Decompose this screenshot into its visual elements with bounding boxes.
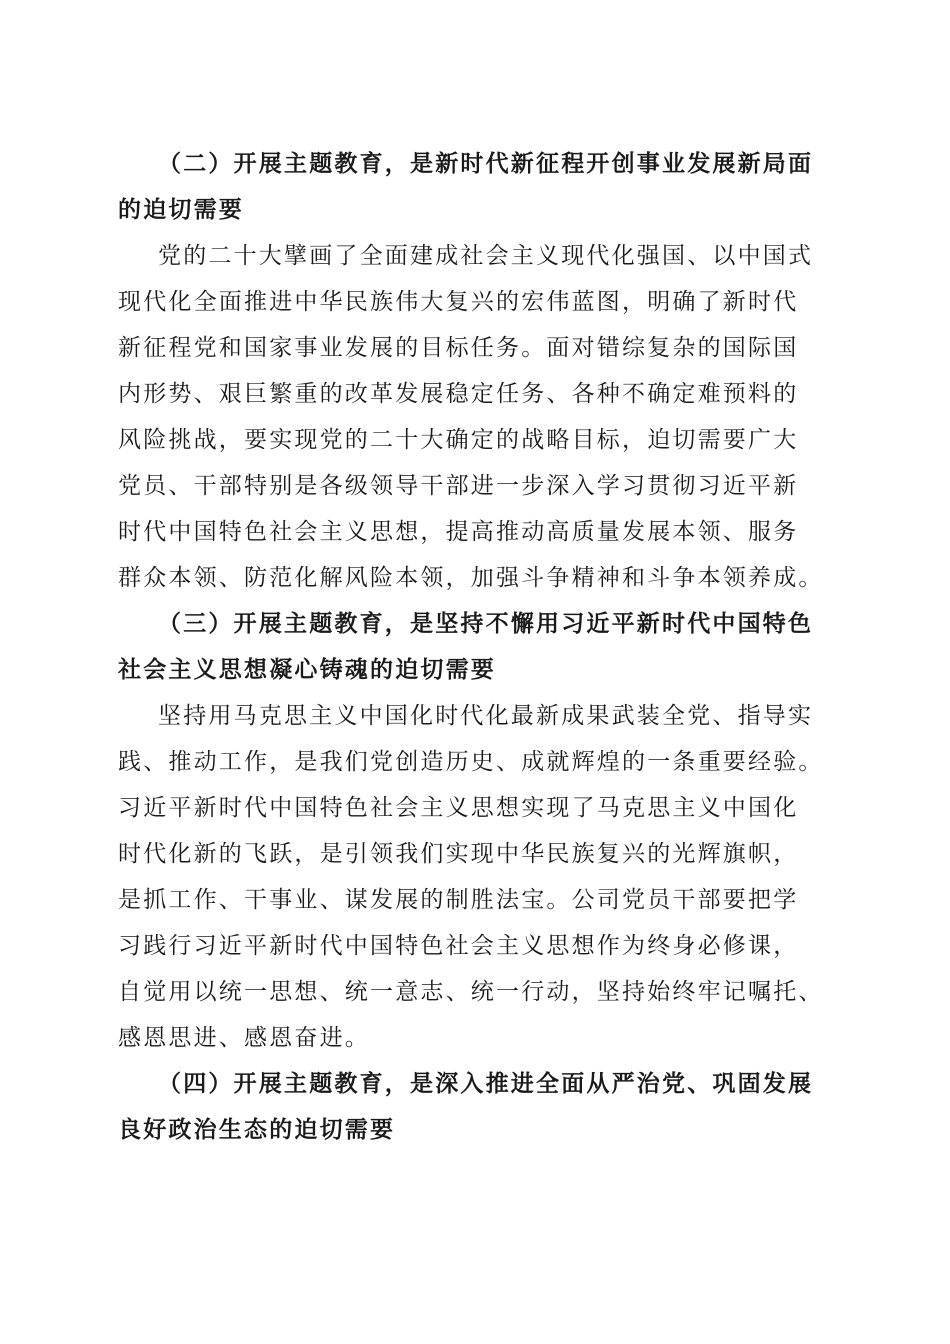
section-heading-4 [118,1061,830,1153]
paragraph-line: 现代化全面推进中华民族伟大复兴的宏伟蓝图，明确了新时代 [118,289,799,315]
paragraph-line: 风险挑战，要实现党的二十大确定的战略目标，迫切需要广大 [118,427,799,453]
paragraph-line: 党员、干部特别是各级领导干部进一步深入学习贯彻习近平新 [118,473,799,499]
paragraph-line: 党的二十大擘画了全面建成社会主义现代化强国、以中国式 [158,243,814,269]
heading-line: （三）开展主题教育，是坚持不懈用习近平新时代中国特色 [158,611,814,637]
paragraph-line: 内形势、艰巨繁重的改革发展稳定任务、各种不确定难预料的 [118,381,799,407]
section-heading-2 [118,141,830,233]
paragraph-line: 群众本领、防范化解风险本领，加强斗争精神和斗争本领养成。 [118,565,824,591]
paragraph-line: 坚持用马克思主义中国化时代化最新成果武装全党、指导实 [158,703,814,729]
paragraph-line: 习践行习近平新时代中国特色社会主义思想作为终身必修课， [118,933,799,959]
paragraph-line: 感恩思进、感恩奋进。 [118,1025,370,1051]
heading-line: 的迫切需要 [118,197,244,223]
heading-line: 良好政治生态的迫切需要 [118,1117,396,1143]
document-body [118,141,830,1153]
section-heading-3 [118,601,830,693]
paragraph-line: 时代中国特色社会主义思想，提高推动高质量发展本领、服务 [118,519,799,545]
heading-line: 社会主义思想凝心铸魂的迫切需要 [118,657,496,683]
paragraph-line: 是抓工作、干事业、谋发展的制胜法宝。公司党员干部要把学 [118,887,799,913]
section-paragraph-3 [118,693,830,1061]
paragraph-line: 习近平新时代中国特色社会主义思想实现了马克思主义中国化 [118,795,799,821]
heading-line: （四）开展主题教育，是深入推进全面从严治党、巩固发展 [158,1071,814,1097]
section-paragraph-2 [118,233,830,601]
paragraph-line: 新征程党和国家事业发展的目标任务。面对错综复杂的国际国 [118,335,799,361]
paragraph-line: 践、推动工作，是我们党创造历史、成就辉煌的一条重要经验。 [118,749,824,775]
paragraph-line: 时代化新的飞跃，是引领我们实现中华民族复兴的光辉旗帜， [118,841,799,867]
heading-line: （二）开展主题教育，是新时代新征程开创事业发展新局面 [158,151,814,177]
paragraph-line: 自觉用以统一思想、统一意志、统一行动，坚持始终牢记嘱托、 [118,979,824,1005]
